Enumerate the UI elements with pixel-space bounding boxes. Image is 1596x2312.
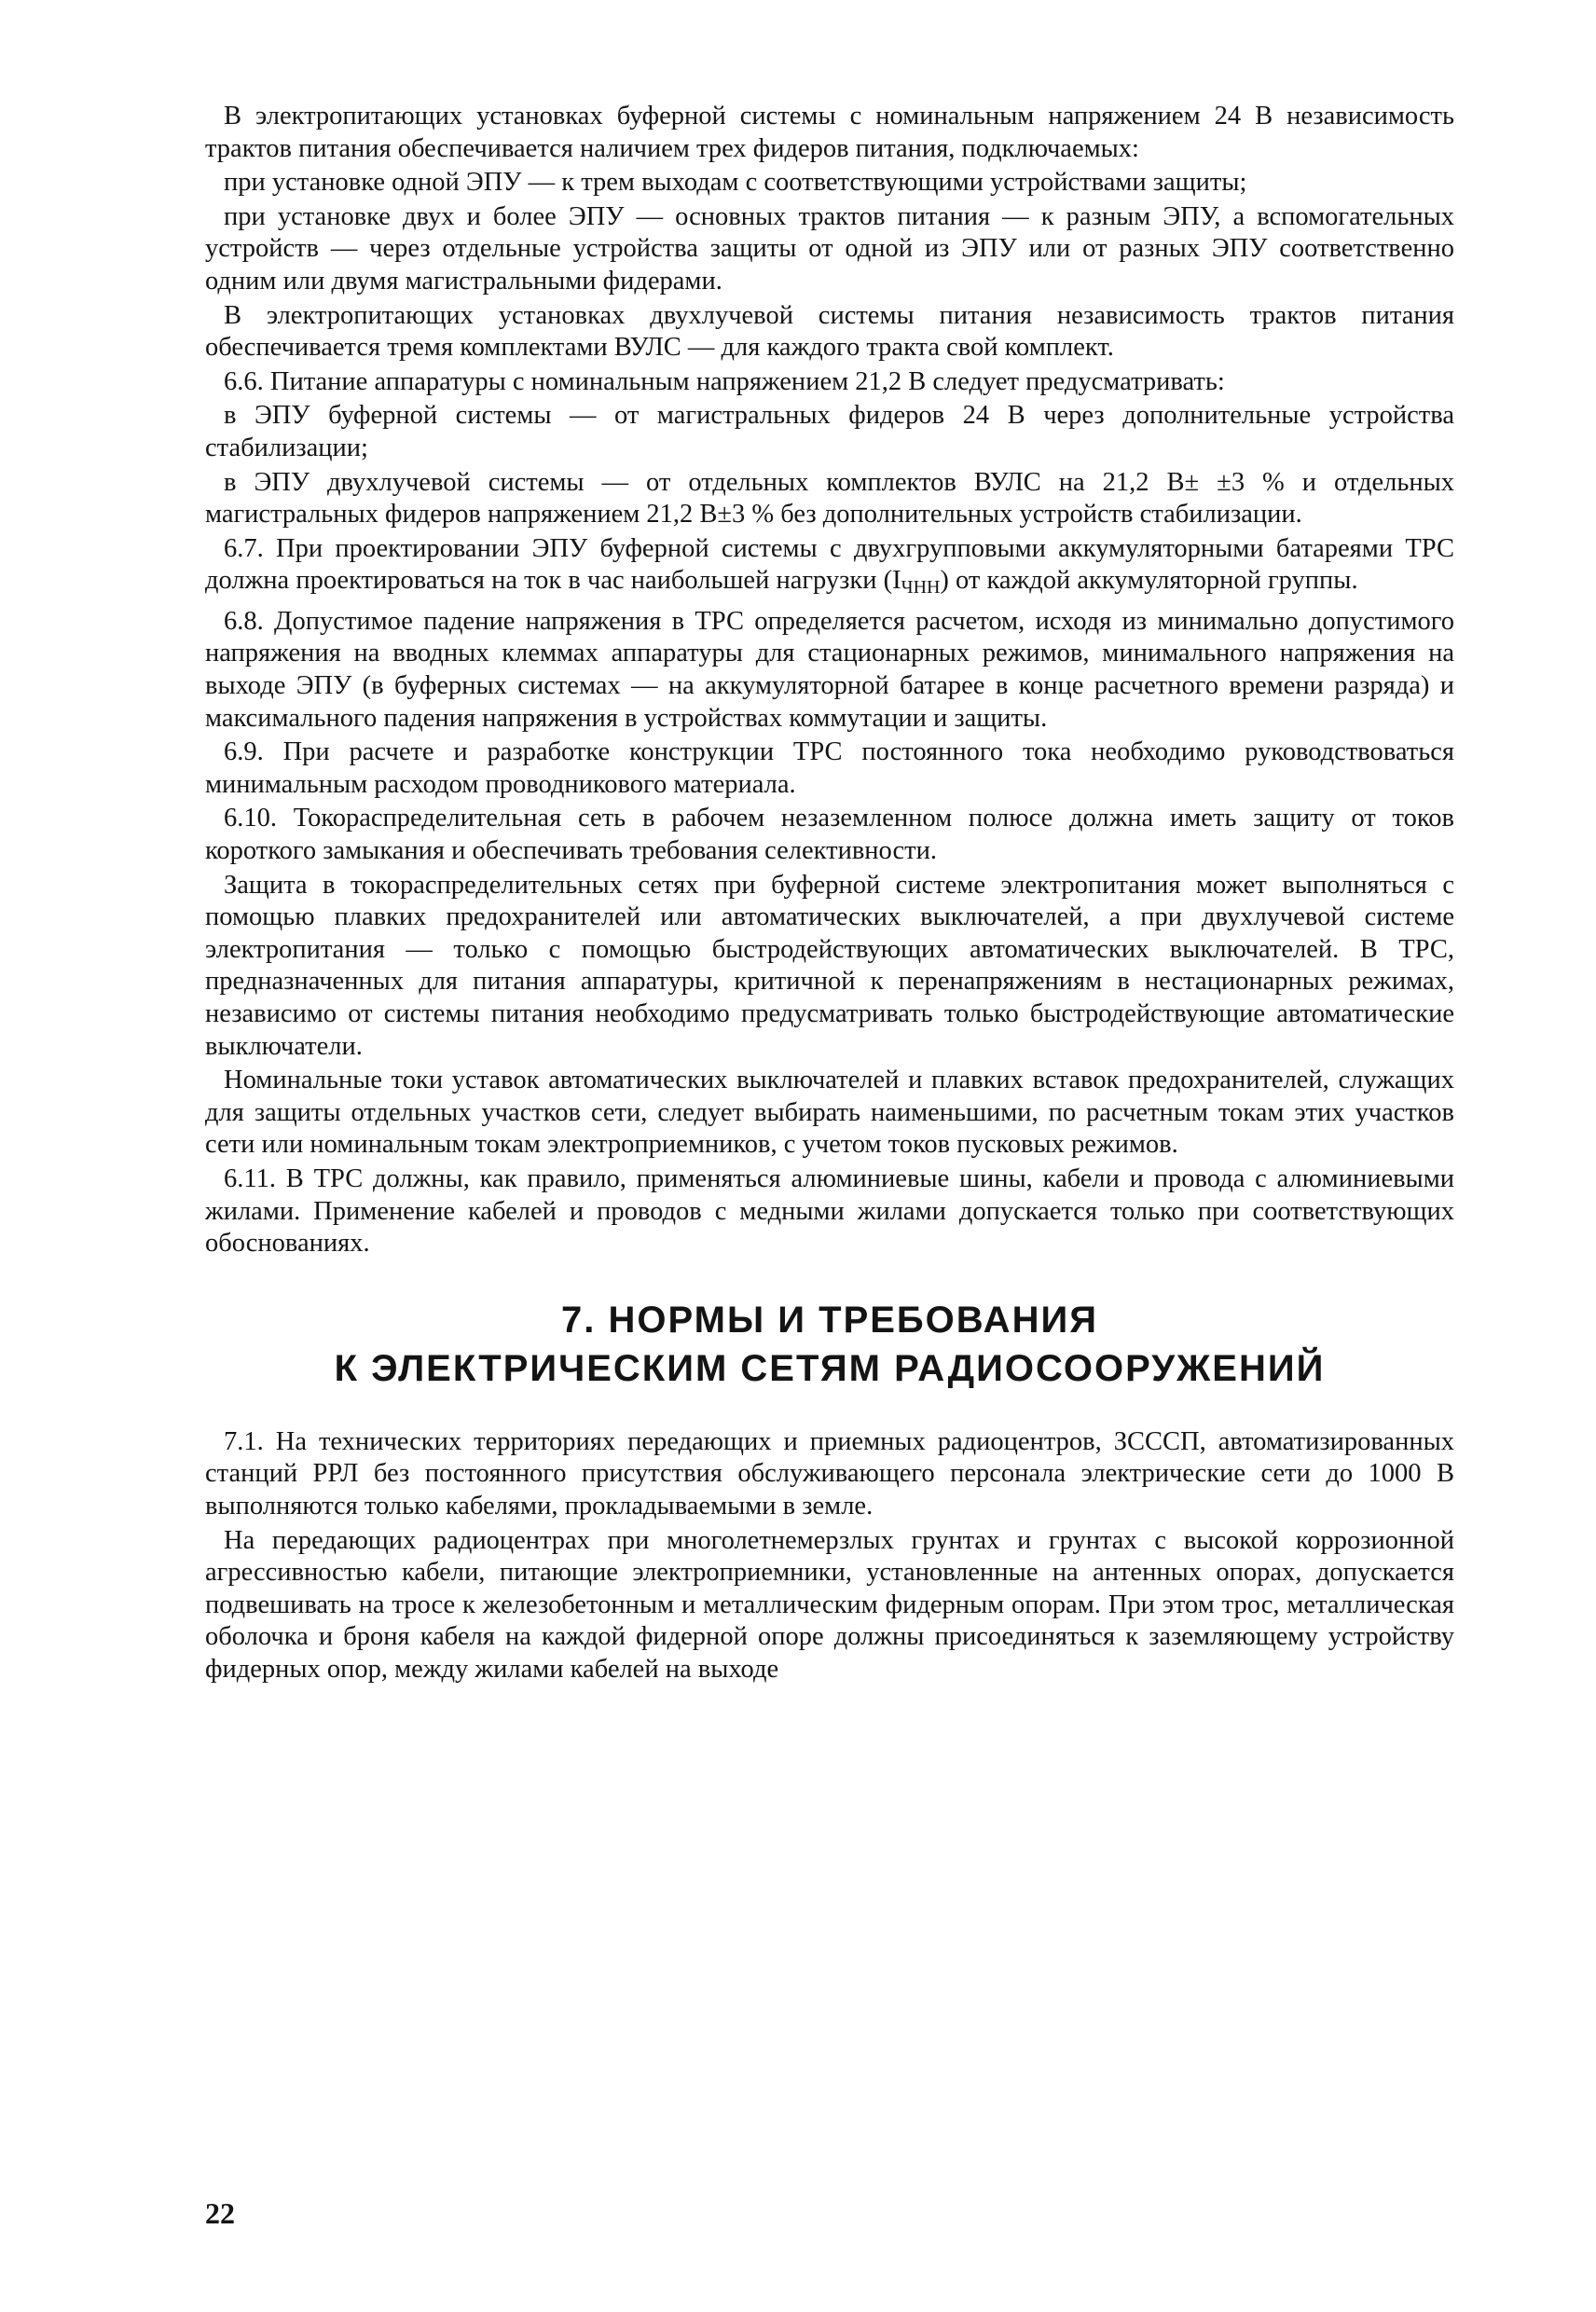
paragraph-6-8: 6.8. Допустимое падение напряжения в ТРС определяется расчетом, исходя из минимально допустимого напряжения на вводных клеммах аппаратуры для стационарных режимов, минимального напряжения на выходе ЭПУ (в буферных системах — на аккумуляторной батарее в конце расчетного времени разряда) и максимального падения напряжения в устройствах коммутации и защиты. — [205, 606, 1454, 733]
section-heading — [205, 1296, 1454, 1393]
paragraph-two-beam-system: В электропитающих установках двухлучевой системы питания независимость трактов питания обеспечивается тремя комплектами ВУЛС — для каждого тракта свой комплект. — [205, 300, 1454, 363]
paragraph-6-7 — [205, 533, 1454, 604]
section-heading-line-1: 7. НОРМЫ И ТРЕБОВАНИЯ — [561, 1299, 1098, 1341]
paragraph-7-1: 7.1. На технических территориях передающих и приемных радиоцентров, ЗСССП, автоматизированных станций РРЛ без постоянного присутствия обслуживающего персонала электрические сети до 1000 В выполняются только кабелями, прокладываемыми в земле. — [205, 1426, 1454, 1521]
paragraph-6-6-buffer: в ЭПУ буферной системы — от магистральных фидеров 24 В через дополнительные устройства стабилизации; — [205, 401, 1454, 462]
paragraph-6-6: 6.6. Питание аппаратуры с номинальным напряжением 21,2 В следует предусматривать: — [224, 366, 1225, 396]
paragraph-6-6-two-beam: в ЭПУ двухлучевой системы — от отдельных комплектов ВУЛС на 21,2 В± ±3 % и отдельных магистральных фидеров напряжением 21,2 В±3 % без дополнительных устройств стабилизации. — [205, 467, 1454, 530]
paragraph-protection: Защита в токораспределительных сетях при буферной системе электропитания может выполняться с помощью плавких предохранителей или автоматических выключателей, а при двухлучевой системе электропитания — только с помощью быстродействующих автоматических выключателей. В ТРС, предназначенных для питания аппаратуры, критичной к перенапряжениям в нестационарных режимах, независимо от системы питания необходимо предусматривать только быстродействующие автоматические выключатели. — [205, 870, 1454, 1061]
paragraph-6-11: 6.11. В ТРС должны, как правило, применяться алюминиевые шины, кабели и провода с алюминиевыми жилами. Применение кабелей и проводов с медными жилами допускается только при соответствующих обоснованиях. — [205, 1163, 1454, 1259]
section-heading-line-2: К ЭЛЕКТРИЧЕСКИМ СЕТЯМ РАДИОСООРУЖЕНИЙ — [334, 1347, 1326, 1389]
paragraph-6-9: 6.9. При расчете и разработке конструкции ТРС постоянного тока необходимо руководствоваться минимальным расходом проводникового материала. — [205, 737, 1454, 799]
paragraph-6-7-text-before: 6.7. При проектировании ЭПУ буферной системы с двухгрупповыми аккумуляторными батареями ТРС должна проектироваться на ток в час наибольшей нагрузки (I — [205, 533, 1454, 596]
paragraph-multiple-epu: при установке двух и более ЭПУ — основных трактов питания — к разным ЭПУ, а вспомогательных устройств — через отдельные устройства защиты от одной из ЭПУ или от разных ЭПУ соответственно одним или двумя магистральными фидерами. — [205, 201, 1454, 296]
paragraph-buffer-system-feeders: В электропитающих установках буферной системы с номинальным напряжением 24 В независимость трактов питания обеспечивается наличием трех фидеров питания, подключаемых: — [205, 102, 1454, 163]
page-number: 22 — [205, 2196, 235, 2230]
paragraph-6-7-subscript: ЧНН — [901, 577, 941, 599]
document-page — [205, 101, 1454, 2282]
paragraph-single-epu: при установке одной ЭПУ — к трем выходам с соответствующими устройствами защиты; — [224, 168, 1247, 198]
paragraph-6-7-text-after: ) от каждой аккумуляторной группы. — [940, 566, 1358, 596]
paragraph-rated-currents: Номинальные токи уставок автоматических выключателей и плавких вставок предохранителей, служащих для защиты отдельных участков сети, следует выбирать наименьшими, по расчетным токам этих участков сети или номинальным токам электроприемников, с учетом токов пусковых режимов. — [205, 1066, 1454, 1160]
paragraph-6-10: 6.10. Токораспределительная сеть в рабочем незаземленном полюсе должна иметь защиту от токов короткого замыкания и обеспечивать требования селективности. — [205, 804, 1454, 866]
paragraph-transmitting-centers: На передающих радиоцентрах при многолетнемерзлых грунтах и грунтах с высокой коррозионной агрессивностью кабели, питающие электроприемники, установленные на антенных опорах, допускается подвешивать на тросе к железобетонным и металлическим фидерным опорам. При этом трос, металлическая оболочка и броня кабеля на каждой фидерной опоре должны присоединяться к заземляющему устройству фидерных опор, между жилами кабелей на выходе — [205, 1525, 1454, 1684]
